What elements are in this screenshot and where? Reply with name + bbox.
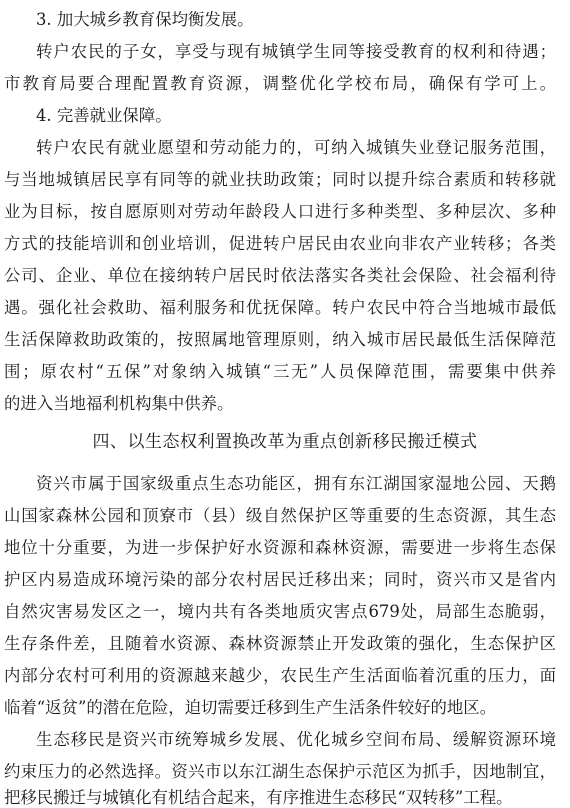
chapter-para2-line-1: 生态移民是资兴市统筹城乡发展、优化城乡空间布局、缓解资源环境 bbox=[36, 730, 556, 749]
section4-line-9: 的进入当地福利机构集中供养。 bbox=[4, 394, 234, 413]
chapter-para1-line-6: 生存条件差，且随着水资源、森林资源禁止开发政策的强化，生态保护区 bbox=[4, 634, 556, 653]
chapter-para1-line-4: 护区内易造成环境污染的部分农村居民迁移出来；同时，资兴市又是省内 bbox=[4, 570, 556, 589]
chapter-para1-line-7: 内部分农村可利用的资源越来越少，农民生产生活面临着沉重的压力，面 bbox=[4, 666, 556, 685]
chapter-para1-line-8: 临着“返贫”的潜在危险，迫切需要迁移到生产生活条件较好的地区。 bbox=[4, 698, 497, 717]
section4-line-2: 与当地城镇居民享有同等的就业扶助政策；同时以提升综合素质和转移就 bbox=[4, 170, 556, 189]
section4-line-6: 遇。强化社会救助、福利服务和优抚保障。转户农民中符合当地城市最低 bbox=[4, 298, 556, 317]
section4-line-1: 转户农民有就业愿望和劳动能力的，可纳入城镇失业登记服务范围， bbox=[36, 138, 556, 157]
chapter-para1-line-3: 地位十分重要，为进一步保护好水资源和森林资源，需要进一步将生态保 bbox=[4, 538, 556, 557]
chapter-para1-line-1: 资兴市属于国家级重点生态功能区，拥有东江湖国家湿地公园、天鹅 bbox=[36, 474, 556, 493]
chapter-para2-line-3: 把移民搬迁与城镇化有机结合起来，有序推进生态移民“双转移”工程。 bbox=[4, 788, 513, 807]
section4-line-5: 公司、企业、单位在接纳转户居民时依法落实各类社会保险、社会福利待 bbox=[4, 266, 556, 285]
section4-line-7: 生活保障救助政策的，按照属地管理原则，纳入城市居民最低生活保障范 bbox=[4, 330, 556, 349]
chapter-para2-line-2: 约束压力的必然选择。资兴市以东江湖生态保护示范区为抓手，因地制宜， bbox=[4, 762, 556, 781]
chapter-para1-line-5: 自然灾害易发区之一，境内共有各类地质灾害点679处，局部生态脆弱， bbox=[4, 602, 556, 621]
chapter-heading: 四、以生态权利置换改革为重点创新移民搬迁模式 bbox=[92, 432, 478, 452]
section4-line-8: 围；原农村“五保”对象纳入城镇“三无”人员保障范围，需要集中供养 bbox=[4, 362, 556, 381]
section3-line-2: 市教育局要合理配置教育资源，调整优化学校布局，确保有学可上。 bbox=[4, 74, 556, 93]
section4-line-4: 方式的技能培训和创业培训，促进转户居民由农业向非农产业转移；各类 bbox=[4, 234, 556, 253]
section4-line-3: 业为目标，按自愿原则对劳动年龄段人口进行多种类型、多种层次、多种 bbox=[4, 202, 556, 221]
chapter-para1-line-2: 山国家森林公园和顶寮市（县）级自然保护区等重要的生态资源，其生态 bbox=[4, 506, 556, 525]
section3-heading: 3. 加大城乡教育保均衡发展。 bbox=[36, 10, 254, 29]
section3-line-1: 转户农民的子女，享受与现有城镇学生同等接受教育的权利和待遇； bbox=[36, 42, 556, 61]
section4-heading: 4. 完善就业保障。 bbox=[36, 106, 172, 125]
